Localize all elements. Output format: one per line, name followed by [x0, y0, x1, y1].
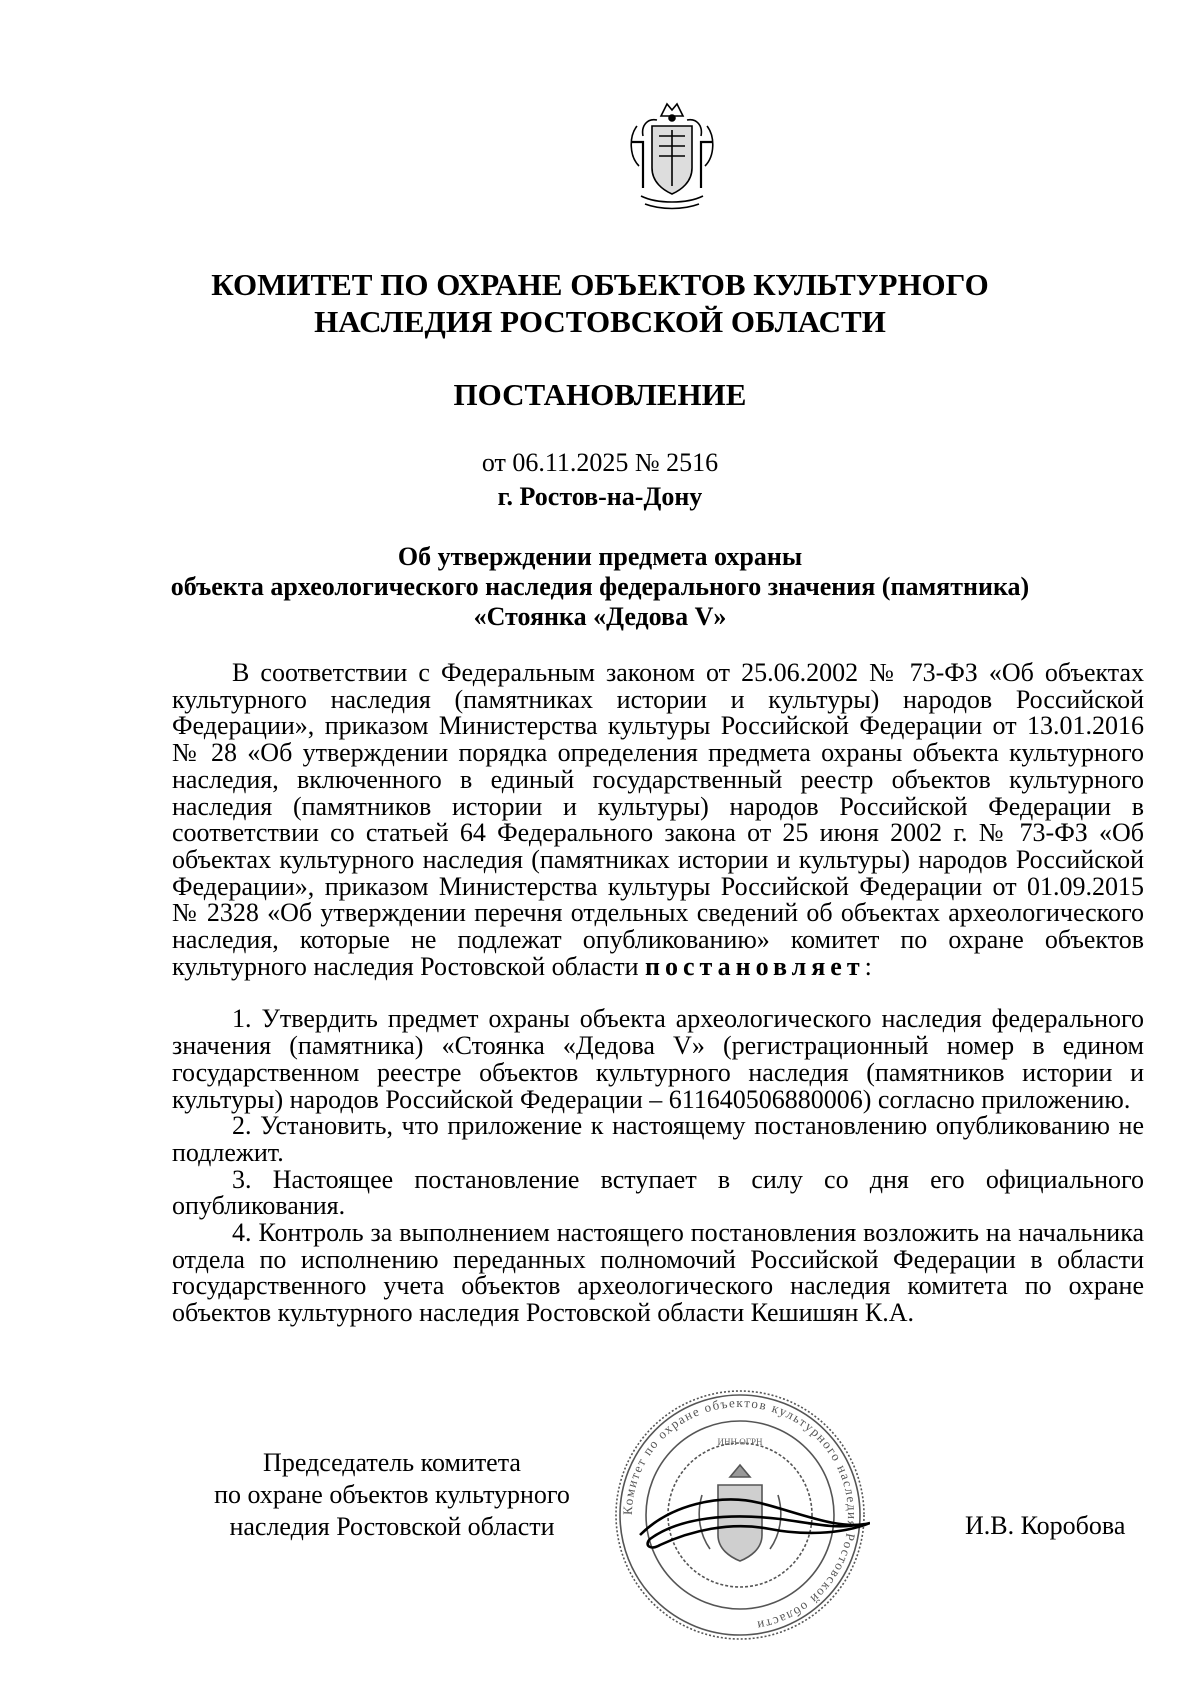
seal-outer-text: Комитет по охране объектов культурного наследия Ростовской области	[619, 1394, 861, 1634]
signatory-name: И.В. Коробова	[965, 1511, 1126, 1540]
list-item: 1. Утвердить предмет охраны объекта археологического наследия федерального значения (памятника) «Стоянка «Дедова V» (регистрационный номер в едином государственном реестре объектов культурного наследия (памятников истории и культуры) народов Российской Федерации – 611640506880006) согласно приложению.	[172, 1004, 1144, 1114]
decree-colon: :	[864, 951, 872, 981]
coat-of-arms-icon	[617, 96, 727, 216]
organization-name	[0, 266, 1200, 340]
signatory-title-line3: наследия Ростовской области	[229, 1512, 555, 1541]
subject-line1: Об утверждении предмета охраны	[397, 542, 803, 571]
seal-inner-text: ИНН ОГРН	[717, 1437, 763, 1447]
organization-name-line2: НАСЛЕДИЯ РОСТОВСКОЙ ОБЛАСТИ	[314, 304, 886, 339]
official-seal-icon	[610, 1385, 870, 1645]
signatory-title-line1: Председатель комитета	[263, 1448, 521, 1477]
document-city: г. Ростов-на-Дону	[497, 482, 703, 511]
subject-line3: «Стоянка «Дедова V»	[473, 602, 727, 631]
list-item: 3. Настоящее постановление вступает в силу со дня его официального опубликования.	[172, 1164, 1144, 1221]
signatory-title	[182, 1447, 602, 1543]
decree-word: постановляет	[645, 951, 865, 981]
preamble-paragraph	[172, 660, 1144, 980]
document-type: ПОСТАНОВЛЕНИЕ	[453, 377, 747, 412]
list-item: 4. Контроль за выполнением настоящего постановления возложить на начальника отдела по исполнению переданных полномочий Российской Федерации в области государственного учета объектов археологического наследия комитета по охране объектов культурного наследия Ростовской области Кешишян К.А.	[172, 1218, 1144, 1328]
signatory-title-line2: по охране объектов культурного	[214, 1480, 570, 1509]
organization-name-line1: КОМИТЕТ ПО ОХРАНЕ ОБЪЕКТОВ КУЛЬТУРНОГО	[211, 267, 989, 302]
list-item: 2. Установить, что приложение к настоящему постановлению опубликованию не подлежит.	[172, 1111, 1144, 1167]
document-body	[172, 660, 1144, 1327]
document-date-number: от 06.11.2025 № 2516	[481, 448, 719, 477]
subject-line2: объекта археологического наследия федерального значения (памятника)	[170, 572, 1030, 601]
preamble-text: В соответствии с Федеральным законом от 25.06.2002 № 73-ФЗ «Об объектах культурного наследия (памятниках истории и культуры) народов Российской Федерации», приказом Министерства культуры Российской Федерации от 13.01.2016 № 28 «Об утверждении порядка определения предмета охраны объекта культурного наследия, включенного в единый государственный реестр объектов культурного наследия (памятников истории и культуры) народов Российской Федерации в соответствии со статьей 64 Федерального закона от 25 июня 2002 г. № 73-ФЗ «Об объектах культурного наследия (памятниках истории и культуры) народов Российской Федерации», приказом Министерства культуры Российской Федерации от 01.09.2015 № 2328 «Об утверждении перечня отдельных сведений об объектах археологического наследия, которые не подлежат опубликованию» комитет по охране объектов культурного наследия Ростовской области	[172, 658, 1144, 981]
document-subject	[0, 542, 1200, 632]
